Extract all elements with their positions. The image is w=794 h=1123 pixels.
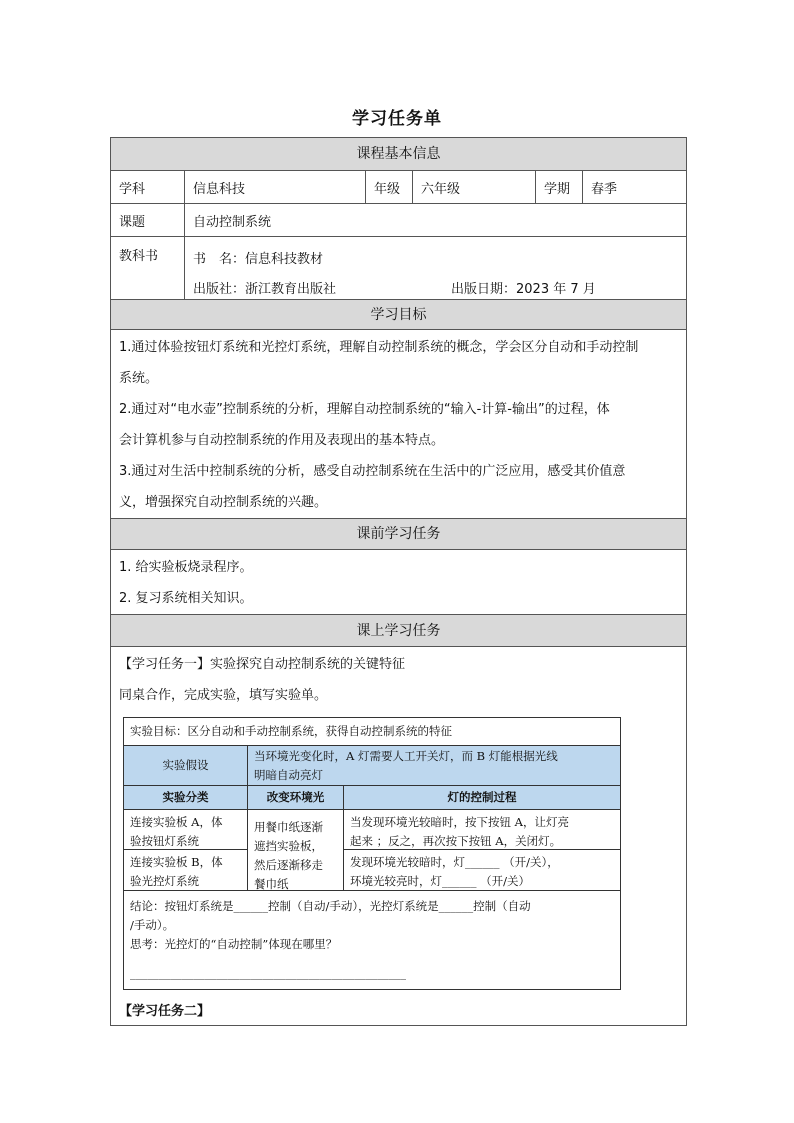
answer-blank-line[interactable]: ________________________________________________ [130, 966, 406, 980]
row-b-process-line-1: 发现环境光较暗时，灯______ （开/关）， [350, 855, 559, 869]
grade-value: 六年级 [413, 171, 536, 203]
task-1-description: 同桌合作，完成实验，填写实验单。 [119, 688, 328, 703]
row-b-process-line-2: 环境光较亮时，灯______ （开/关） [350, 874, 531, 888]
row-a-process-line-1: 当发现环境光较暗时，按下按钮 A，让灯亮 [350, 815, 569, 829]
book-name: 书 名：信息科技教材 [193, 252, 324, 267]
conclusion-line-2: /手动）。 [130, 918, 175, 932]
topic-value: 自动控制系统 [193, 214, 272, 230]
row-a-category [124, 810, 248, 850]
experiment-table [123, 717, 621, 990]
task-sheet-table [110, 137, 687, 1026]
hypothesis-row [124, 746, 620, 786]
goals-header: 学习目标 [111, 300, 686, 330]
goal-3-line-2: 义，增强探究自动控制系统的兴趣。 [119, 495, 328, 510]
hypothesis-line-2: 明暗自动亮灯 [254, 768, 323, 782]
goals-content [111, 330, 686, 519]
row-b-category [124, 850, 248, 890]
change-line-1: 用餐巾纸逐渐 [254, 820, 323, 834]
row-a-process [344, 810, 620, 850]
hypothesis-label: 实验假设 [124, 746, 248, 785]
page-title: 学习任务单 [352, 109, 442, 129]
topic-row [111, 204, 686, 237]
subject-row [111, 171, 686, 204]
goal-2-line-2: 会计算机参与自动控制系统的作用及表现出的基本特点。 [119, 433, 445, 448]
row-b-category-line-2: 验光控灯系统 [130, 874, 199, 888]
textbook-label: 教科书 [111, 237, 185, 299]
col-control-process: 灯的控制过程 [447, 790, 517, 804]
pre-tasks-content [111, 550, 686, 615]
experiment-goal-row [124, 718, 620, 746]
pre-tasks-header: 课前学习任务 [111, 519, 686, 550]
goal-2-line-1: 2.通过对“电水壶”控制系统的分析，理解自动控制系统的“输入-计算-输出”的过程，体 [119, 402, 610, 417]
row-b-process [344, 850, 620, 890]
experiment-goal: 实验目标：区分自动和手动控制系统，获得自动控制系统的特征 [130, 724, 452, 738]
task-1-title: 【学习任务一】实验探究自动控制系统的关键特征 [119, 657, 406, 672]
change-line-3: 然后逐渐移走 [254, 858, 323, 872]
column-header-row [124, 786, 620, 810]
change-line-4: 餐巾纸 [254, 877, 289, 891]
goal-1-line-1: 1.通过体验按钮灯系统和光控灯系统，理解自动控制系统的概念，学会区分自动和手动控制 [119, 340, 639, 355]
subject-value: 信息科技 [185, 171, 366, 203]
pre-task-2: 2. 复习系统相关知识。 [119, 591, 253, 606]
term-label: 学期 [536, 171, 583, 203]
grade-label: 年级 [366, 171, 413, 203]
publisher: 出版社：浙江教育出版社 [193, 282, 337, 297]
hypothesis-text [248, 746, 620, 785]
row-a-process-line-2: 起来 ；反之，再次按下按钮 A，关闭灯。 [350, 834, 562, 848]
think-question: 思考：光控灯的“自动控制”体现在哪里？ [130, 937, 338, 951]
change-line-2: 遮挡实验板， [254, 839, 323, 853]
row-b-category-line-1: 连接实验板 B，体 [130, 855, 223, 869]
publish-date: 出版日期：2023 年 7 月 [451, 282, 596, 297]
row-a-category-line-1: 连接实验板 A，体 [130, 815, 223, 829]
conclusion-line-1: 结论：按钮灯系统是______控制（自动/手动），光控灯系统是______控制（自动 [130, 899, 531, 913]
col-change-light: 改变环境光 [248, 786, 344, 809]
change-light-method [248, 810, 344, 890]
textbook-info [185, 237, 686, 299]
topic-label: 课题 [111, 204, 185, 236]
textbook-row [111, 237, 686, 300]
class-tasks-intro [111, 647, 702, 711]
conclusion-row [124, 890, 620, 990]
term-value: 春季 [591, 181, 618, 197]
col-category: 实验分类 [124, 786, 248, 809]
class-tasks-header: 课上学习任务 [111, 615, 686, 647]
goal-3-line-1: 3.通过对生活中控制系统的分析，感受自动控制系统在生活中的广泛应用，感受其价值意 [119, 464, 626, 479]
conclusion-block [124, 891, 620, 990]
task-2-title: 【学习任务二】 [119, 1004, 211, 1019]
pre-task-1: 1. 给实验板烧录程序。 [119, 560, 253, 575]
experiment-rows [124, 810, 620, 890]
subject-label: 学科 [111, 171, 185, 203]
basic-info-header: 课程基本信息 [111, 138, 686, 171]
goal-1-line-2: 系统。 [119, 371, 159, 386]
hypothesis-line-1: 当环境光变化时，A 灯需要人工开关灯，而 B 灯能根据光线 [254, 749, 558, 763]
row-a-category-line-2: 验按钮灯系统 [130, 834, 199, 848]
